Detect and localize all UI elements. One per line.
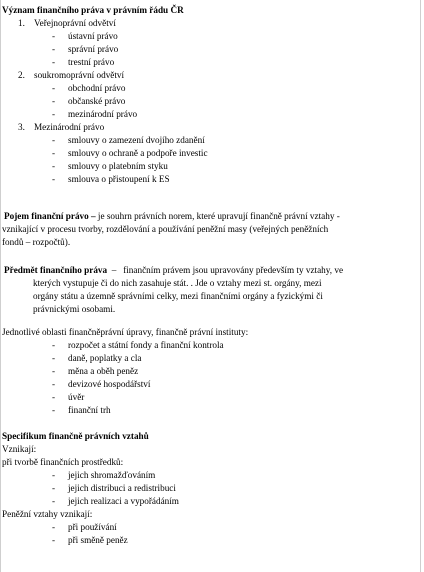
section-title-specifikum: Specifikum finančně právních vztahů xyxy=(2,431,149,441)
dash-bullet: - xyxy=(52,379,56,389)
predmet-line-4: právnickými osobami. xyxy=(33,304,116,314)
dash-bullet: - xyxy=(52,340,56,350)
list-item: smlouvy o zamezení dvojího zdanění xyxy=(68,135,205,145)
list-item: správní právo xyxy=(68,44,119,54)
pojem-line-2: vznikající v procesu tvorby, rozdělování a používání peněžní masy (veřejných peněžních xyxy=(2,224,329,234)
list-item: rozpočet a státní fondy a finanční kontrola xyxy=(68,340,224,350)
list-number: 3. xyxy=(18,122,25,132)
dash-bullet: - xyxy=(52,57,56,67)
dash-bullet: - xyxy=(52,366,56,376)
dash-bullet: - xyxy=(52,83,56,93)
list-item: smlouvy o platebním styku xyxy=(68,161,168,171)
specifikum-line-3: Peněžní vztahy vznikají: xyxy=(2,509,93,519)
group-label: Mezinárodní právo xyxy=(34,122,105,132)
group-label: Veřejnoprávní odvětví xyxy=(34,18,116,28)
list-item: ústavní právo xyxy=(68,31,118,41)
list-item: jejich realizaci a vypořádáním xyxy=(68,496,179,506)
dash-bullet: - xyxy=(52,31,56,41)
dash-bullet: - xyxy=(52,174,56,184)
page-right-border xyxy=(420,0,421,572)
list-item: smlouva o přistoupení k ES xyxy=(68,174,170,184)
pojem-text: je souhrn právních norem, které upravují finančně právní vztahy - xyxy=(97,211,340,221)
dash-bullet: - xyxy=(52,44,56,54)
list-item: při směně peněz xyxy=(68,535,128,545)
pojem-term: Pojem finanční právo – xyxy=(4,211,96,221)
dash-bullet: - xyxy=(52,353,56,363)
list-item: při používání xyxy=(68,522,117,532)
list-item: smlouvy o ochraně a podpoře investic xyxy=(68,148,208,158)
list-number: 2. xyxy=(18,70,25,80)
list-item: jejich shromažďováním xyxy=(68,470,156,480)
predmet-line-2: kterých vystupuje či do nich zasahuje stát. . Jde o vztahy mezi st. orgány, mezi xyxy=(33,278,322,288)
predmet-term: Předmět finančního práva xyxy=(4,265,108,275)
list-item: jejich distribuci a redistribuci xyxy=(68,483,176,493)
dash-bullet: - xyxy=(52,109,56,119)
dash-bullet: - xyxy=(52,496,56,506)
dash-bullet: - xyxy=(52,470,56,480)
pojem-line-1 xyxy=(4,210,340,223)
list-item: občanské právo xyxy=(68,96,126,106)
predmet-text: finančním právem jsou upravovány především ty vztahy, ve xyxy=(123,265,344,275)
dash-bullet: - xyxy=(52,522,56,532)
group-label: soukromoprávní odvětví xyxy=(34,70,125,80)
oblasti-intro: Jednotlivé oblasti finančněprávní úpravy, finančně právní instituty: xyxy=(2,327,249,337)
dash-bullet: - xyxy=(52,483,56,493)
specifikum-line-2: při tvorbě finančních prostředků: xyxy=(2,457,124,467)
list-item: mezinárodní právo xyxy=(68,109,138,119)
predmet-line-3: orgány státu a územně správními celky, mezi finančními orgány a fyzickými či xyxy=(33,291,323,301)
specifikum-line-1: Vznikají: xyxy=(2,444,37,454)
dash-bullet: - xyxy=(52,405,56,415)
pojem-line-3: fondů – rozpočtů). xyxy=(2,237,71,247)
dash-bullet: - xyxy=(52,535,56,545)
dash-bullet: - xyxy=(52,161,56,171)
dash-bullet: - xyxy=(52,392,56,402)
list-item: trestní právo xyxy=(68,57,115,67)
section-title-vyznam: Význam finančního práva v právním řádu ČR xyxy=(2,5,184,15)
list-item: úvěr xyxy=(68,392,85,402)
dash-bullet: - xyxy=(52,96,56,106)
list-item: měna a oběh peněz xyxy=(68,366,139,376)
list-item: devizové hospodářství xyxy=(68,379,151,389)
predmet-line-1 xyxy=(4,264,343,277)
list-number: 1. xyxy=(18,18,25,28)
dash-bullet: - xyxy=(52,135,56,145)
page-left-border xyxy=(0,0,1,572)
predmet-dash: – xyxy=(111,265,117,275)
list-item: daně, poplatky a cla xyxy=(68,353,142,363)
list-item: finanční trh xyxy=(68,405,111,415)
dash-bullet: - xyxy=(52,148,56,158)
list-item: obchodní právo xyxy=(68,83,126,93)
